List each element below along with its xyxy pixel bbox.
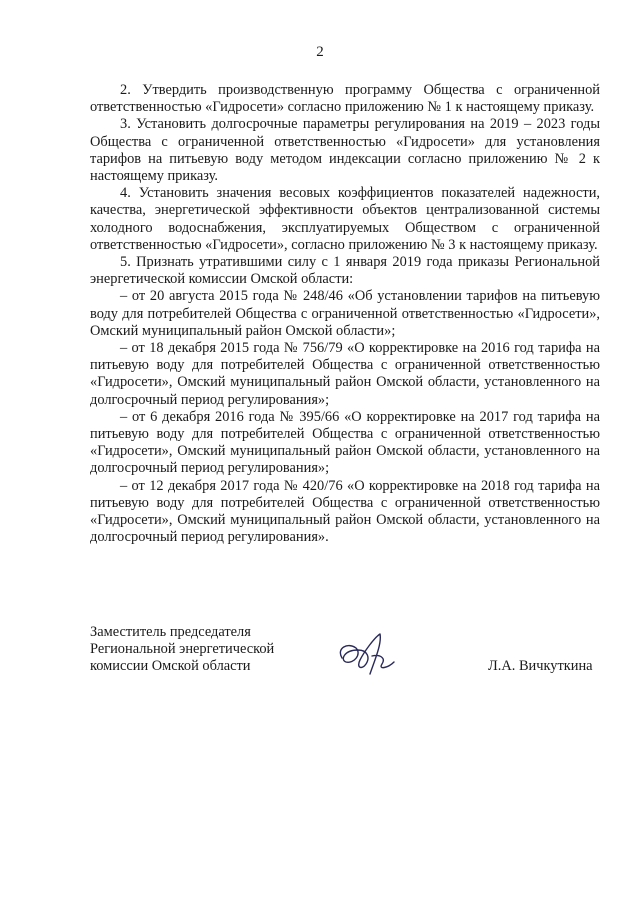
paragraph-item-5: 5. Признать утратившими силу с 1 января 2019 года приказы Региональной энергетической комиссии Омской области:: [90, 254, 600, 288]
position-line: комиссии Омской области: [90, 658, 251, 675]
position-line: Региональной энергетической: [90, 641, 275, 658]
repealed-order-3: – от 6 декабря 2016 года № 395/66 «О корректировке на 2017 год тарифа на питьевую воду для потребителей Общества с ограниченной ответственностью «Гидросети», Омский муниципальный район Омской области, установленного на долгосрочный период регулирования»;: [90, 408, 600, 477]
paragraph-item-3: 3. Установить долгосрочные параметры регулирования на 2019 – 2023 годы Общества с ограниченной ответственностью «Гидросети» для установления тарифов на питьевую воду методом индексации согласно приложению № 2 к настоящему приказу.: [90, 116, 600, 185]
repealed-order-4: – от 12 декабря 2017 года № 420/76 «О корректировке на 2018 год тарифа на питьевую воду для потребителей Общества с ограниченной ответственностью «Гидросети», Омский муниципальный район Омской области, установленного на долгосрочный период регулирования».: [90, 477, 600, 546]
repealed-order-2: – от 18 декабря 2015 года № 756/79 «О корректировке на 2016 год тарифа на питьевую воду для потребителей Общества с ограниченной ответственностью «Гидросети», Омский муниципальный район Омской области, установленного на долгосрочный период регулирования»;: [90, 340, 600, 408]
paragraph-item-4: 4. Установить значения весовых коэффициентов показателей надежности, качества, энергетической эффективности объектов централизованной системы холодного водоснабжения, эксплуатируемых Обществом с ограниченной ответственностью «Гидросети», согласно приложению № 3 к настоящему приказу.: [90, 185, 600, 253]
page-number: 2: [316, 44, 324, 60]
signatory-name: Л.А. Вичкуткина: [488, 658, 593, 674]
repealed-order-1: – от 20 августа 2015 года № 248/46 «Об установлении тарифов на питьевую воду для потребителей Общества с ограниченной ответственностью «Гидросети», Омский муниципальный район Омской области»;: [90, 288, 600, 339]
paragraph-item-2: 2. Утвердить производственную программу Общества с ограниченной ответственностью «Гидросети» согласно приложению № 1 к настоящему приказу.: [90, 82, 600, 116]
signatory-position: [90, 624, 274, 676]
document-body: [90, 82, 600, 546]
handwritten-signature: [330, 628, 410, 684]
position-line: Заместитель председателя: [90, 624, 251, 640]
